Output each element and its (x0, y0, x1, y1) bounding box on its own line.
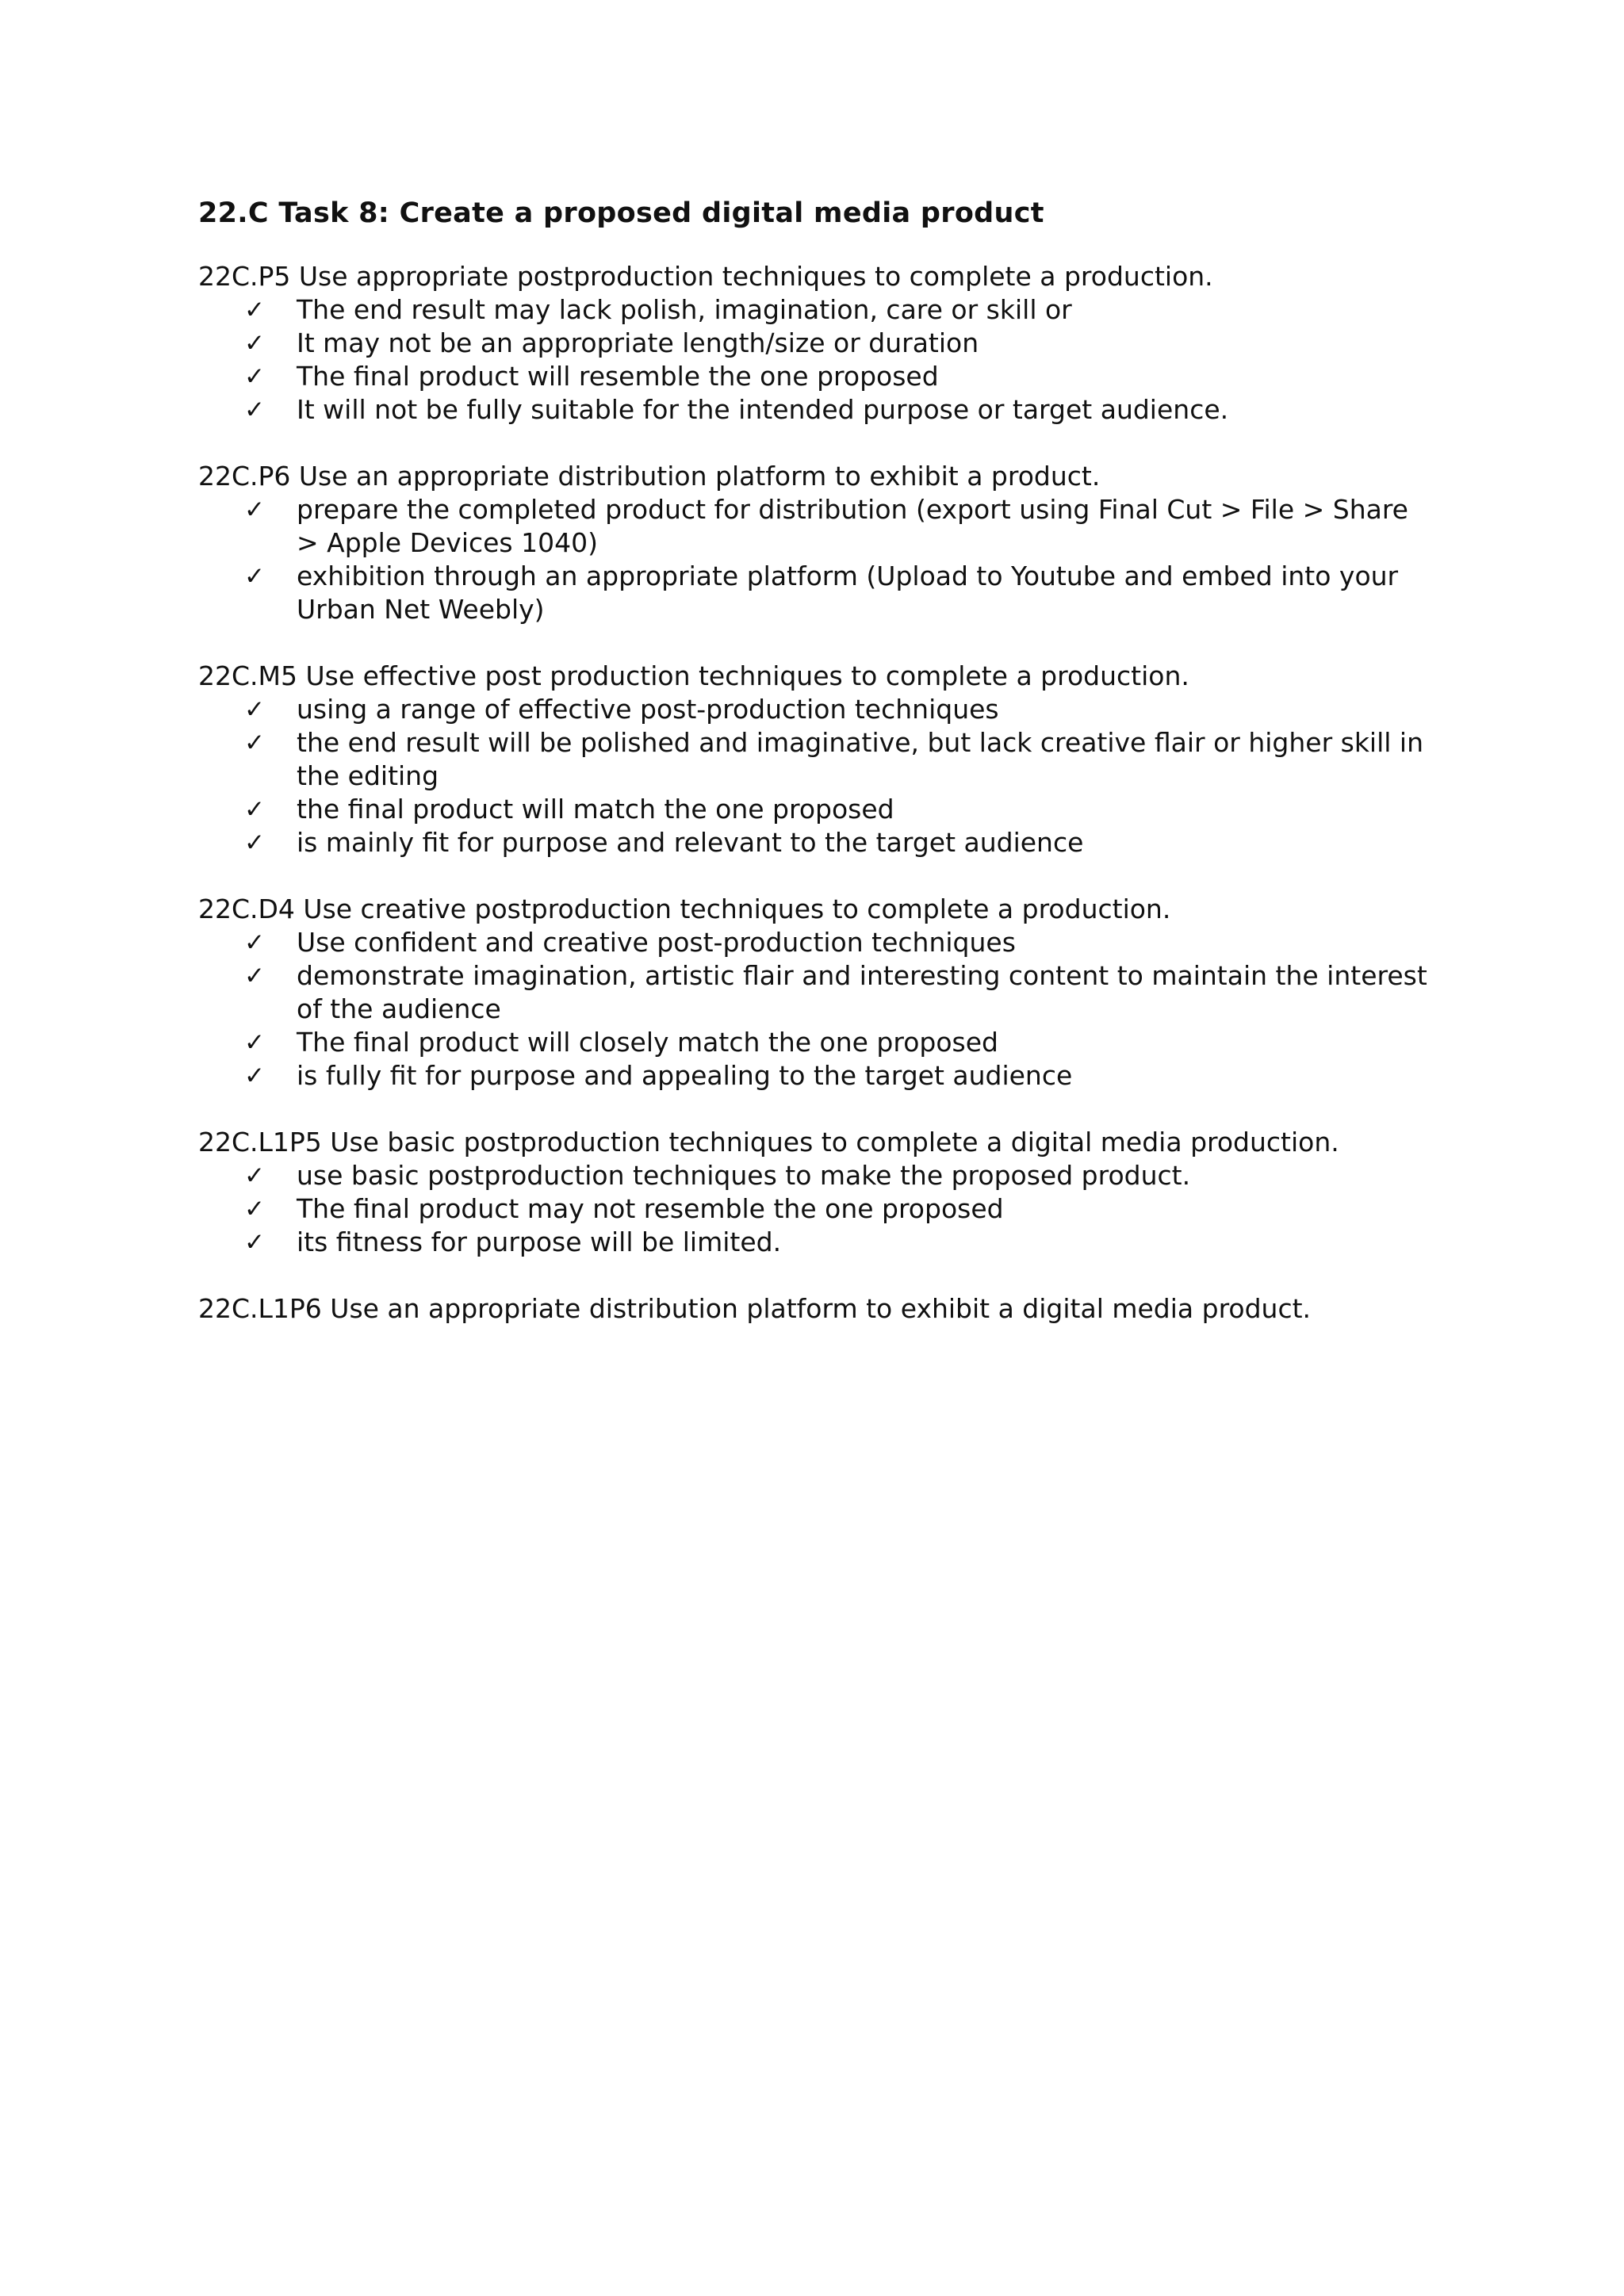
criterion-section-l1p5 (198, 1126, 1435, 1259)
criterion-checklist (198, 926, 1435, 1093)
criterion-heading: 22C.M5 Use effective post production techniques to complete a production. (198, 660, 1189, 691)
checklist-item-text: using a range of effective post-production techniques (297, 694, 999, 725)
checklist-item-text: It will not be fully suitable for the intended purpose or target audience. (297, 394, 1229, 425)
checklist-item-text: The final product will resemble the one proposed (297, 361, 939, 392)
criterion-section-m5 (198, 660, 1435, 859)
checklist-item (198, 1059, 1435, 1093)
checklist-item-text: prepare the completed product for distribution (export using Final Cut > File > Share > Apple Devices 1040) (297, 494, 1408, 558)
check-icon: ✓ (244, 396, 265, 424)
checklist-item (198, 327, 1435, 360)
checklist-item (198, 926, 1435, 959)
checklist-item (198, 393, 1435, 427)
checklist-item-text: The final product may not resemble the one proposed (297, 1193, 1004, 1224)
check-icon: ✓ (244, 362, 265, 391)
criterion-checklist (198, 293, 1435, 427)
checklist-item-text: is mainly fit for purpose and relevant to the target audience (297, 827, 1084, 858)
checklist-item (198, 493, 1435, 560)
checklist-item (198, 1192, 1435, 1226)
checklist-item-text: The final product will closely match the one proposed (297, 1027, 998, 1058)
check-icon: ✓ (244, 1062, 265, 1090)
checklist-item-text: exhibition through an appropriate platform (Upload to Youtube and embed into your Urban Net Weebly) (297, 561, 1399, 625)
criterion-section-l1p6 (198, 1292, 1435, 1326)
checklist-item-text: Use confident and creative post-production techniques (297, 927, 1016, 958)
check-icon: ✓ (244, 329, 265, 358)
checklist-item-text: its fitness for purpose will be limited. (297, 1226, 782, 1257)
check-icon: ✓ (244, 1228, 265, 1257)
check-icon: ✓ (244, 1028, 265, 1057)
criterion-checklist (198, 1159, 1435, 1259)
criterion-checklist (198, 493, 1435, 626)
checklist-item (198, 826, 1435, 859)
checklist-item (198, 560, 1435, 626)
checklist-item (198, 1159, 1435, 1192)
checklist-item (198, 293, 1435, 327)
checklist-item-text: the final product will match the one proposed (297, 794, 894, 825)
check-icon: ✓ (244, 1161, 265, 1190)
check-icon: ✓ (244, 1195, 265, 1223)
check-icon: ✓ (244, 928, 265, 957)
check-icon: ✓ (244, 795, 265, 824)
checklist-item (198, 1026, 1435, 1059)
check-icon: ✓ (244, 962, 265, 990)
checklist-item-text: the end result will be polished and imaginative, but lack creative flair or higher skill in the editing (297, 727, 1424, 791)
criterion-checklist (198, 693, 1435, 859)
check-icon: ✓ (244, 496, 265, 524)
criterion-section-d4 (198, 893, 1435, 1093)
check-icon: ✓ (244, 296, 265, 324)
checklist-item-text: It may not be an appropriate length/size or duration (297, 327, 979, 358)
checklist-item (198, 693, 1435, 726)
criterion-heading: 22C.L1P5 Use basic postproduction techniques to complete a digital media production. (198, 1127, 1339, 1158)
criterion-heading: 22C.P5 Use appropriate postproduction techniques to complete a production. (198, 261, 1213, 292)
check-icon: ✓ (244, 828, 265, 857)
checklist-item (198, 360, 1435, 393)
checklist-item-text: The end result may lack polish, imagination, care or skill or (297, 294, 1072, 325)
check-icon: ✓ (244, 562, 265, 591)
criterion-heading: 22C.P6 Use an appropriate distribution platform to exhibit a product. (198, 461, 1101, 492)
criterion-heading: 22C.D4 Use creative postproduction techniques to complete a production. (198, 894, 1171, 924)
checklist-item-text: demonstrate imagination, artistic flair and interesting content to maintain the interest of the audience (297, 960, 1427, 1024)
checklist-item-text: is fully fit for purpose and appealing to the target audience (297, 1060, 1073, 1091)
criterion-section-p5 (198, 260, 1435, 427)
checklist-item (198, 1226, 1435, 1259)
check-icon: ✓ (244, 729, 265, 757)
criterion-section-p6 (198, 460, 1435, 626)
checklist-item (198, 793, 1435, 826)
check-icon: ✓ (244, 695, 265, 724)
checklist-item (198, 726, 1435, 793)
checklist-item (198, 959, 1435, 1026)
page-title: 22.C Task 8: Create a proposed digital media product (198, 197, 1044, 229)
criterion-heading: 22C.L1P6 Use an appropriate distribution platform to exhibit a digital media product. (198, 1293, 1312, 1324)
checklist-item-text: use basic postproduction techniques to make the proposed product. (297, 1160, 1191, 1191)
document-page (198, 197, 1435, 1359)
